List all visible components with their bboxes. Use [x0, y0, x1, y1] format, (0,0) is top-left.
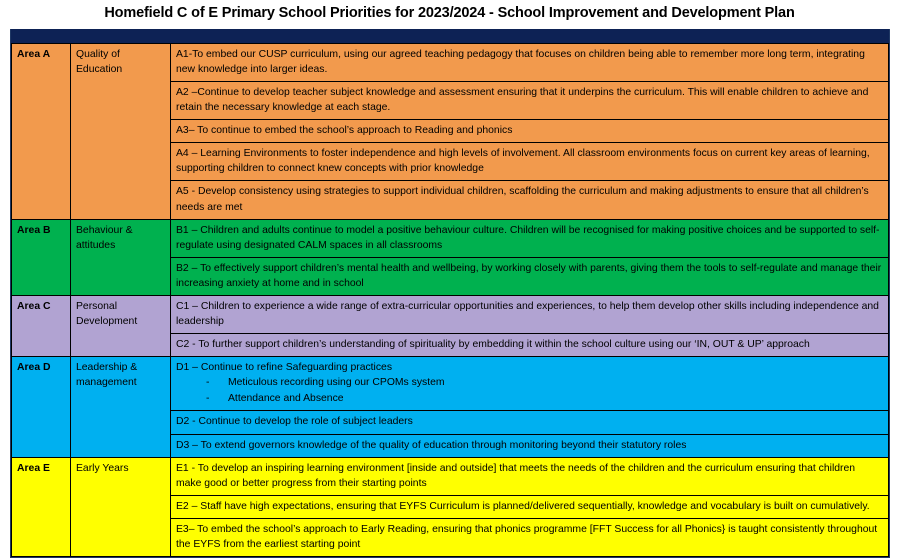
dash-bullet-icon: -: [206, 392, 210, 404]
priority-sub-item: [176, 375, 883, 391]
table-header-band: [11, 29, 889, 43]
priority-cell: [171, 181, 889, 219]
priority-cell: [171, 457, 889, 495]
plan-table-body: [12, 43, 889, 556]
priority-cell: [171, 120, 889, 143]
priority-cell: [171, 82, 889, 120]
priority-text: B2 – To effectively support children’s mental health and wellbeing, by working closely with parents, giving them the tools to self-regulate and manage their increasing anxiety at home and in school: [176, 262, 882, 289]
priority-cell: [171, 357, 889, 411]
school-improvement-plan-table: [11, 43, 889, 557]
priority-text: A3– To continue to embed the school’s approach to Reading and phonics: [176, 125, 513, 137]
priority-cell: [171, 495, 889, 518]
priority-text: D1 – Continue to refine Safeguarding practices: [176, 362, 393, 374]
priority-sub-item: [176, 391, 883, 407]
page-title: Homefield C of E Primary School Priorities for 2023/2024 - School Improvement and Development Plan: [104, 5, 795, 21]
priority-text: E1 - To develop an inspiring learning environment [inside and outside] that meets the needs of the children and the curriculum ensuring that children make good or better progress from their starting points: [176, 462, 856, 489]
priority-cell: [171, 434, 889, 457]
priority-text: D2 - Continue to develop the role of subject leaders: [176, 416, 413, 428]
priority-cell: [171, 43, 889, 81]
priority-text: E2 – Staff have high expectations, ensuring that EYFS Curriculum is planned/delivered sequentially, knowledge and vocabulary is built on cumulatively.: [176, 500, 870, 512]
priority-sub-item-label: Attendance and Absence: [228, 392, 344, 404]
priority-text: A5 - Develop consistency using strategies to support individual children, scaffolding the curriculum and making adjustments to ensure that all children’s needs are met: [176, 186, 869, 213]
area-code-cell: Area E: [12, 457, 71, 556]
priority-text: D3 – To extend governors knowledge of the quality of education through monitoring beyond their statutory roles: [176, 439, 687, 451]
area-code-cell: Area B: [12, 219, 71, 295]
area-code-cell: Area A: [12, 43, 71, 219]
area-name-cell: Behaviour & attitudes: [71, 219, 171, 295]
plan-table-container: [10, 29, 890, 558]
area-name-cell: Early Years: [71, 457, 171, 556]
area-name-cell: Leadership & management: [71, 357, 171, 457]
table-row: [12, 295, 889, 333]
priority-text: C2 - To further support children’s understanding of spirituality by embedding it within the school culture using our ‘IN, OUT & UP’ approach: [176, 339, 810, 351]
priority-cell: [171, 295, 889, 333]
priority-sub-list: [176, 375, 883, 406]
priority-cell: [171, 334, 889, 357]
priority-cell: [171, 257, 889, 295]
area-name-cell: Quality of Education: [71, 43, 171, 219]
priority-cell: [171, 411, 889, 434]
priority-text: B1 – Children and adults continue to model a positive behaviour culture. Children will be recognised for making positive choices and be supported to self-regulate using designated CALM spaces in all classrooms: [176, 224, 880, 251]
area-code-cell: Area D: [12, 357, 71, 457]
priority-sub-item-label: Meticulous recording using our CPOMs system: [228, 377, 445, 389]
area-name-cell: Personal Development: [71, 295, 171, 356]
table-row: [12, 219, 889, 257]
dash-bullet-icon: -: [206, 377, 210, 389]
table-row: [12, 457, 889, 495]
priority-text: C1 – Children to experience a wide range of extra-curricular opportunities and experiences, to help them develop other skills including independence and leadership: [176, 300, 879, 328]
priority-text: A4 – Learning Environments to foster independence and high levels of involvement. All classroom environments focus on current key areas of learning, supporting children to connect knew concepts with prior knowledge: [176, 148, 870, 175]
priority-cell: [171, 518, 889, 556]
table-row: [12, 357, 889, 411]
area-code-cell: Area C: [12, 295, 71, 356]
priority-cell: [171, 143, 889, 181]
table-row: [12, 43, 889, 81]
priority-text: A2 –Continue to develop teacher subject knowledge and assessment ensuring that it underpins the curriculum. This will enable children to achieve and retain the necessary knowledge at each stage.: [176, 87, 869, 114]
priority-text: E3– To embed the school’s approach to Early Reading, ensuring that phonics programme [FFT Success for all Phonics} is taught consistently throughout the EYFS from the earliest starting point: [176, 523, 878, 550]
priority-cell: [171, 219, 889, 257]
priority-text: A1-To embed our CUSP curriculum, using our agreed teaching pedagogy that focuses on children being able to remember more long term, integrating new knowledge into larger ideas.: [176, 48, 865, 76]
